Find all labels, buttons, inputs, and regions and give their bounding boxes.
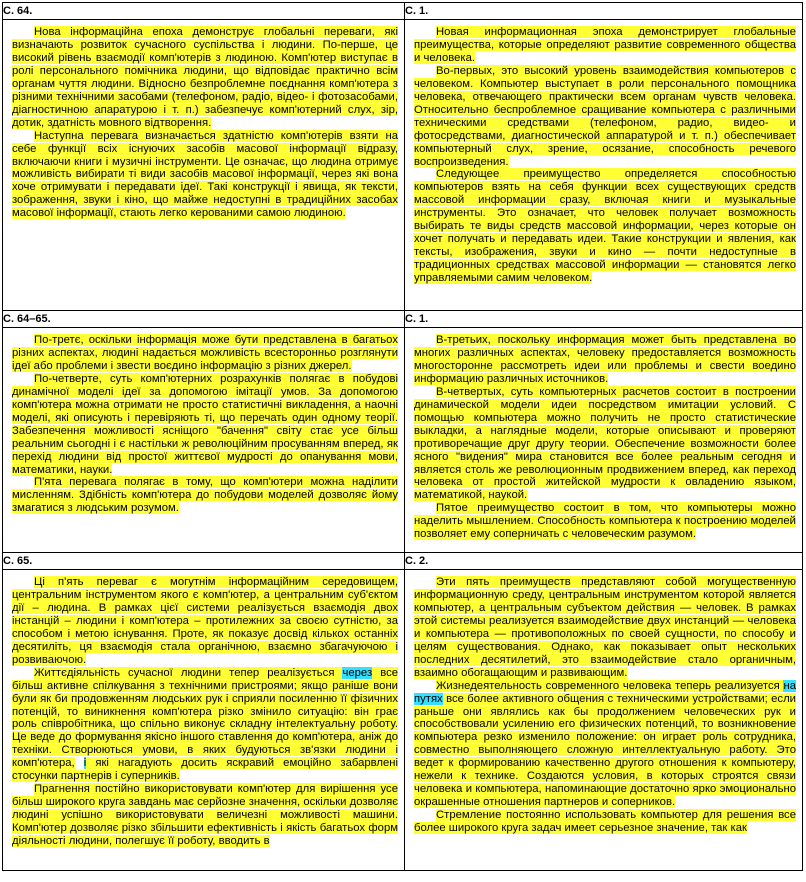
table-header-row [3,553,803,570]
table-header-row [3,311,803,328]
paragraph: Прагнення постійно використовувати комп'ютер для вирішення усе більш широкого круга завдань має серйозне значення, оскільки дозволяє людині успішно використовувати величезні можливості машини. Комп'ютер дозволяє різко збільшити ефективність і якість багатьох форм діяльності людини, полегшує її роботу, вводить в [12,783,398,848]
paragraph: П'ята перевага полягає в тому, що комп'ютери можна наділити мисленням. Здібність комп'ютера до побудови моделей дозволяє йому змагатися з людським розумом. [12,476,398,515]
paragraph: Пятое преимущество состоит в том, что компьютеры можно наделить мышлением. Способность компьютера к построению моделей позволяет ему соперничать с человеческим разумом. [414,502,796,541]
russian-text-cell [405,570,803,871]
table-row [3,570,803,871]
paragraph: Наступна перевага визначається здатністю комп'ютерів взяти на себе функції всіх існуючих засобів масової інформації відразу, включаючи книги і музичні інструменти. Це означає, що людина отримує можливість вибирати ті види засобів масової інформації, через які вона хоче отримувати і передавати ідеї. Такі конструкції і явища, як тексти, зображення, звуки і кіно, що майже недоступні в традиційних засобах масової інформації, стають легко керованими самою людиною. [12,129,398,220]
paragraph: В-четвертых, суть компьютерных расчетов состоит в построении динамической модели идеи посредством имитации условий. С помощью компьютера можно получить не просто статистические выкладки, а наглядные модели, которые описывают и проверяют противоречащие друг другу теории. Обеспечение возможности более ясного "видения" мира становится все более реальным сегодня и является столь же революционным продвижением вперед, как переход человека от простой житейской мудрости к овладению языком, математикой, наукой. [414,385,796,502]
ukrainian-text-cell [3,20,405,311]
paragraph: По-третє, оскільки інформація може бути представлена в багатьох різних аспектах, людині надається можливість всесторонньо розглянути ідеї або проблеми і звести воєдино інформацію з різних джерел. [12,334,398,372]
paragraph: В-третьих, поскольку информация может быть представлена во многих различных аспектах, человеку предоставляется возможность многосторонне рассмотреть идеи или проблемы и свести воедино информацию различных источников. [414,334,796,385]
matched-word-highlight: на путях [414,679,796,705]
paragraph: Стремление постоянно использовать компьютер для решения все более широкого круга задач имеет серьезное значение, так как [414,809,796,835]
ukrainian-text-cell [3,328,405,553]
page-ref-left: С. 64. [3,3,405,20]
paragraph: По-четверте, суть комп'ютерних розрахунків полягає в побудові динамічної моделі ідеї за допомогою імітації умов. За допомогою комп'ютера можна отримати не просто статистичні викладення, а наочні моделі, які описують і перевіряють ті, що перечать один одному теорії. Забезпечення можливості ясніщого "бачення" світу стає усе більш реальним сьогодні і є настільки ж революційним просуванням вперед, як перехід людини від простої життєвої мудрості до опанування мови, математики, науки. [12,372,398,476]
paragraph: Следующее преимущество определяется способностью компьютеров взять на себя функции всех существующих средств массовой информации сразу, включая книги и музыкальные инструменты. Это означает, что человек получает возможность выбирать те виды средств массовой информации, через которые он хочет получать и передавать идеи. Такие конструкции и явления, как тексты, изображения, звуки и кино — почти недоступные в традиционных средствах массовой информации — становятся легко управляемыми самим человеком. [414,168,796,285]
paragraph: Нова інформаційна епоха демонструє глобальні переваги, які визначають розвиток сучасного суспільства і людини. По-перше, це високий рівень взаємодії комп'ютерів з людиною. Комп'ютер виступає в ролі персонального помічника людини, що відповідає практично всім органам чуття людини. Відносно безпроблемне поєднання комп'ютера з різними технічними засобами (телефоном, радіо, відео- і фотозасобами, діагностичною апаратурою і т. п.) забезпечує комп'ютерний слух, зір, дотик, здатність мовного відтворення. [12,26,398,129]
paragraph: Эти пять преимуществ представляют собой могущественную информационную среду, центральным инструментом которой является компьютер, а центральным субъектом действия — человек. В рамках этой системы реализуется взаимодействие двух инстанций — человека и компьютера — противоположных по своей сущности, по способу и целям существования. Однако, как показывает опыт нескольких последних десятилетий, это взаимодействие стало органичным, взаимно обогащающим и развивающим. [414,576,796,679]
page-ref-right: С. 1. [405,311,803,328]
table-header-row [3,3,803,20]
page-ref-left: С. 65. [3,553,405,570]
paragraph: Жизнедеятельность современного человека теперь реализуется на путях все более активного общения с техническими устройствами; если раньше они являлись как бы продолжением человеческих рук и способствовали усилению его физических потенций, то возникновение компьютера резко изменило положение: он играет роль сотрудника, совместно выполняющего сложную интеллектуальную работу. Это ведет к формированию качественно другого отношения к компьютеру, нежели к технике. Создаются условия, в которых строятся связи человека и компьютера, напоминающие достаточно ярко эмоционально окрашенные отношения партнеров и соперников. [414,679,796,809]
russian-text-cell [405,20,803,311]
paragraph: Новая информационная эпоха демонстрирует глобальные преимущества, которые определяют развитие современного общества и человека. [414,26,796,64]
page-ref-left: С. 64–65. [3,311,405,328]
paragraph: Во-первых, это высокий уровень взаимодействия компьютеров с человеком. Компьютер выступает в роли персонального помощника человека, отвечающего практически всем органам чувств человека. Относительно беспроблемное сращивание компьютера с различными техническими средствами (телефоном, радио, видео- и фотосредствами, диагностической аппаратурой и т. п.) обеспечивает компьютерный слух, зрение, осязание, способность речевого воспроизведения. [414,64,796,168]
table-row [3,328,803,553]
paragraph: Ці п'ять переваг є могутнім інформаційним середовищем, центральним інструментом якого є комп'ютер, а центральним суб'єктом дії – людина. В рамках цієї системи реалізується взаємодія двох інстанцій – людини і комп'ютера – протилежних за своєю сутністю, за способом і метою існування. Проте, як показує досвід кількох останніх десятиліть, ця взаємодія стала органічною, взаємно збагачуючою і розвиваючою. [12,576,398,666]
ukrainian-text-cell [3,570,405,871]
paragraph: Життєдіяльність сучасної людини тепер реалізується через все більш активне спілкування з технічними пристроями; якщо раніше вони були як би продовженням людських рук і сприяли посиленню її фізичних потенцій, то виникнення комп'ютера різко змінило ситуацію: він грає роль співробітника, що спільно виконує складну інтелектуальну роботу. Це веде до формування якісно іншого ставлення до комп'ютера, аніж до техніки. Створюються умови, в яких будуються зв'язки людини і комп'ютера, і які нагадують досить яскравий емоційно забарвлені стосунки партнерів і суперників. [12,666,399,783]
matched-word-highlight: через [342,666,373,679]
page-ref-right: С. 1. [405,3,803,20]
russian-text-cell [405,328,803,553]
table-row [3,20,803,311]
comparison-table [2,2,803,871]
page-ref-right: С. 2. [405,553,803,570]
matched-word-highlight: і [83,757,87,770]
